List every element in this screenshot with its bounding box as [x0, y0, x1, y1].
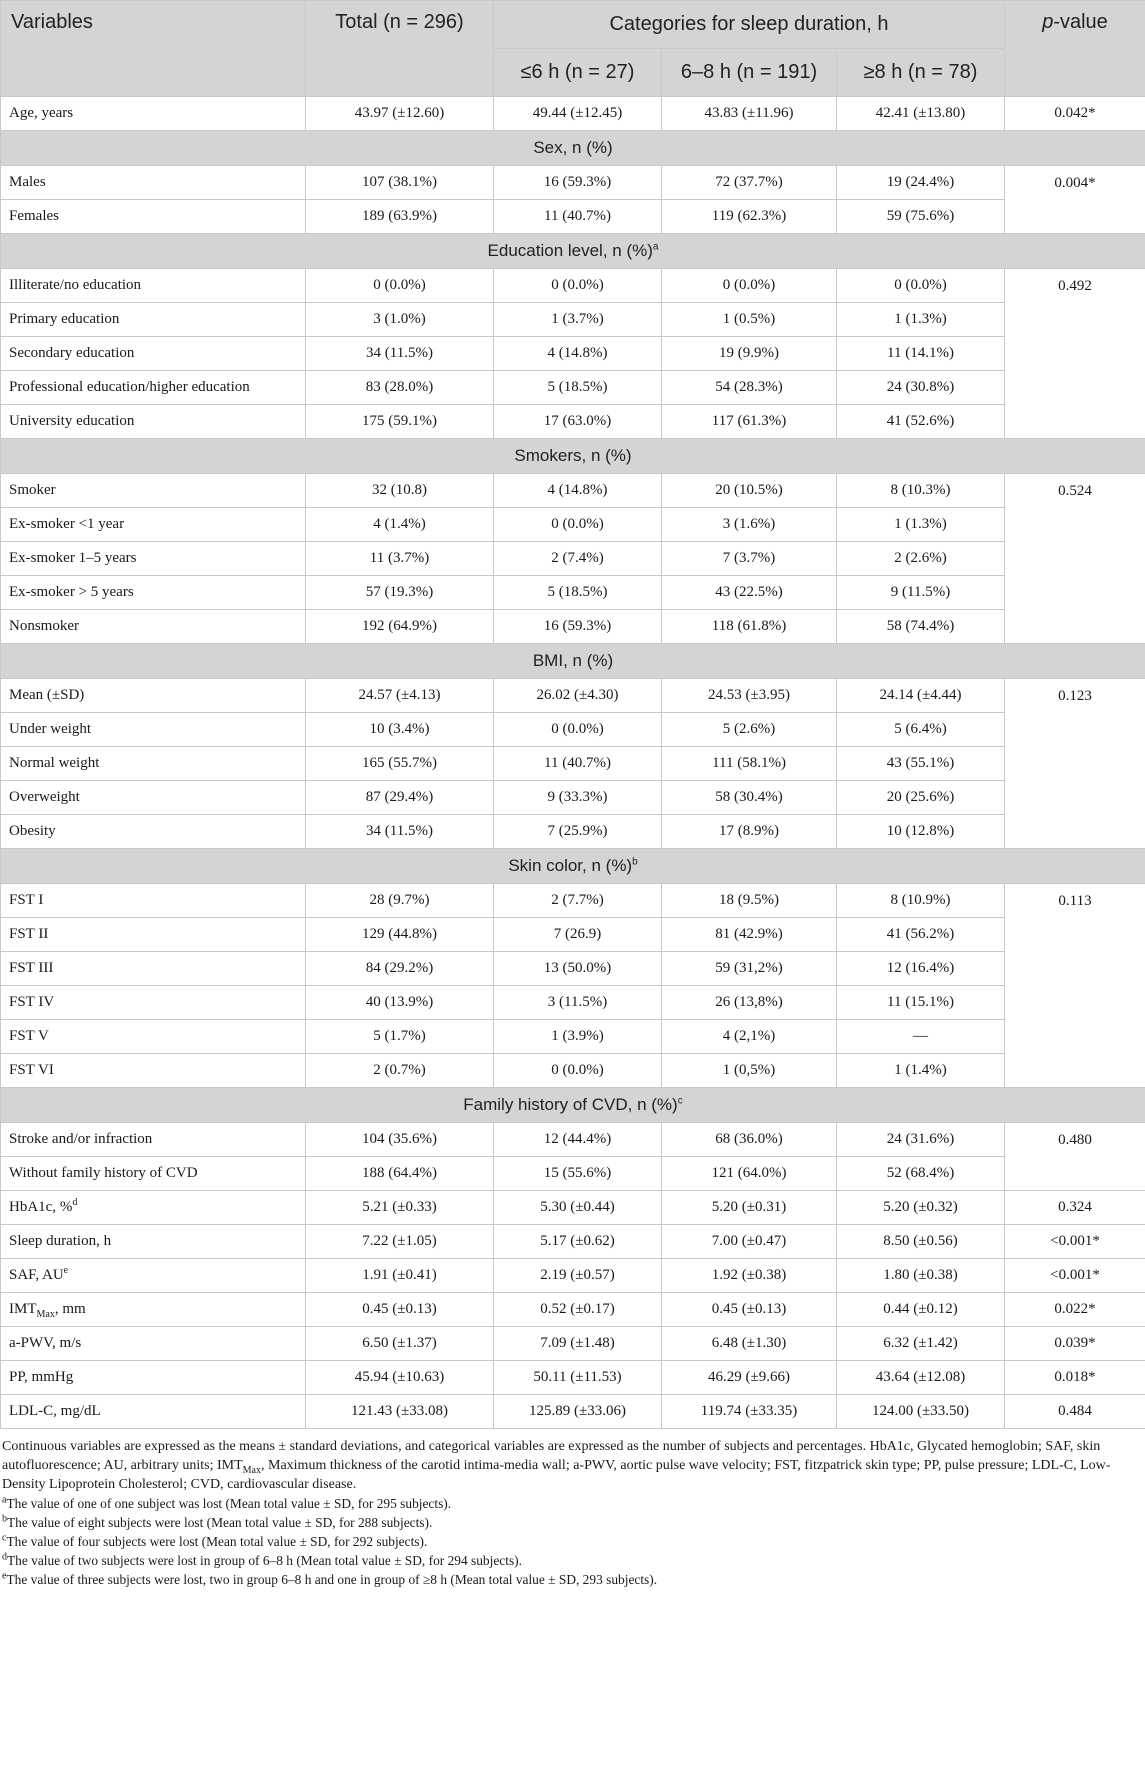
- cell-ge8: 20 (25.6%): [837, 781, 1005, 815]
- row-stroke: [1, 1123, 1145, 1157]
- cell-total: 0 (0.0%): [306, 269, 494, 303]
- header-ge8: ≥8 h (n = 78): [837, 49, 1005, 97]
- cell-ge8: 8 (10.9%): [837, 884, 1005, 918]
- cell-le6: 50.11 (±11.53): [494, 1361, 662, 1395]
- footnote-mark: a: [652, 241, 659, 253]
- cell-p-value: <0.001*: [1005, 1259, 1145, 1293]
- cell-ge8: 1 (1.4%): [837, 1054, 1005, 1088]
- table-body: [1, 97, 1145, 1429]
- row-label-text: HbA1c, %: [9, 1199, 73, 1215]
- header-6to8: 6–8 h (n = 191): [662, 49, 837, 97]
- header-p-italic: p: [1042, 11, 1054, 33]
- section-title: Smokers, n (%): [1, 439, 1145, 474]
- row-label: Mean (±SD): [1, 679, 306, 713]
- cell-ge8: 1 (1.3%): [837, 303, 1005, 337]
- header-variables: Variables: [1, 1, 306, 97]
- row-label: Professional education/higher education: [1, 371, 306, 405]
- cell-total: 87 (29.4%): [306, 781, 494, 815]
- cell-p-value: 0.022*: [1005, 1293, 1145, 1327]
- footnote-mark: b: [632, 856, 638, 868]
- row-label: [1, 1259, 306, 1293]
- row-label: Normal weight: [1, 747, 306, 781]
- footnote-c: [2, 1532, 1141, 1551]
- cell-ge8: 0 (0.0%): [837, 269, 1005, 303]
- cell-6to8: 6.48 (±1.30): [662, 1327, 837, 1361]
- footnote-d: [2, 1551, 1141, 1570]
- cell-le6: 2 (7.7%): [494, 884, 662, 918]
- row-fst-2: [1, 918, 1145, 952]
- cell-total: 24.57 (±4.13): [306, 679, 494, 713]
- row-label: Sleep duration, h: [1, 1225, 306, 1259]
- cell-6to8: 0 (0.0%): [662, 269, 837, 303]
- row-label: FST IV: [1, 986, 306, 1020]
- cell-ge8: 24.14 (±4.44): [837, 679, 1005, 713]
- row-males: [1, 166, 1145, 200]
- section-skin-color: [1, 849, 1145, 884]
- cell-le6: 0 (0.0%): [494, 713, 662, 747]
- cell-ge8: 1 (1.3%): [837, 508, 1005, 542]
- row-professional: [1, 371, 1145, 405]
- cell-le6: 0 (0.0%): [494, 1054, 662, 1088]
- cell-6to8: 24.53 (±3.95): [662, 679, 837, 713]
- row-smoker: [1, 474, 1145, 508]
- cell-le6: 5 (18.5%): [494, 576, 662, 610]
- row-without-cvd: [1, 1157, 1145, 1191]
- footnote-text: The value of four subjects were lost (Mean total value ± SD, for 292 subjects).: [6, 1534, 428, 1549]
- cell-ge8: 24 (30.8%): [837, 371, 1005, 405]
- cell-p-value: 0.324: [1005, 1191, 1145, 1225]
- cell-ge8: 5 (6.4%): [837, 713, 1005, 747]
- cell-6to8: 7.00 (±0.47): [662, 1225, 837, 1259]
- cell-le6: 11 (40.7%): [494, 200, 662, 234]
- row-label: University education: [1, 405, 306, 439]
- cell-6to8: 0.45 (±0.13): [662, 1293, 837, 1327]
- cell-total: 34 (11.5%): [306, 815, 494, 849]
- row-label: FST I: [1, 884, 306, 918]
- row-saf: [1, 1259, 1145, 1293]
- cell-le6: 0 (0.0%): [494, 269, 662, 303]
- row-bmi-mean: [1, 679, 1145, 713]
- cell-6to8: 4 (2,1%): [662, 1020, 837, 1054]
- footnote-a: [2, 1494, 1141, 1513]
- row-obesity: [1, 815, 1145, 849]
- cell-ge8: 58 (74.4%): [837, 610, 1005, 644]
- cell-total: 11 (3.7%): [306, 542, 494, 576]
- cell-le6: 13 (50.0%): [494, 952, 662, 986]
- footnote-text: The value of one of one subject was lost (Mean total value ± SD, for 295 subjects).: [6, 1496, 452, 1511]
- cell-ge8: 43 (55.1%): [837, 747, 1005, 781]
- row-label: Stroke and/or infraction: [1, 1123, 306, 1157]
- cell-total: 129 (44.8%): [306, 918, 494, 952]
- row-fst-6: [1, 1054, 1145, 1088]
- cell-ge8: 124.00 (±33.50): [837, 1395, 1005, 1429]
- cell-total: 192 (64.9%): [306, 610, 494, 644]
- row-ldl-c: [1, 1395, 1145, 1429]
- subscript: Max: [36, 1309, 55, 1320]
- footnote-b: [2, 1513, 1141, 1532]
- row-label: Nonsmoker: [1, 610, 306, 644]
- section-sex: [1, 131, 1145, 166]
- row-label: Ex-smoker <1 year: [1, 508, 306, 542]
- cell-p-value: 0.123: [1005, 679, 1145, 849]
- cell-6to8: 54 (28.3%): [662, 371, 837, 405]
- cell-ge8: 2 (2.6%): [837, 542, 1005, 576]
- cell-le6: 125.89 (±33.06): [494, 1395, 662, 1429]
- row-label: a-PWV, m/s: [1, 1327, 306, 1361]
- footnote-mark: b: [2, 1513, 7, 1525]
- cell-6to8: 43 (22.5%): [662, 576, 837, 610]
- section-title-text: Skin color, n (%): [508, 856, 633, 875]
- row-label: [1, 1191, 306, 1225]
- cell-6to8: 119.74 (±33.35): [662, 1395, 837, 1429]
- cell-6to8: 3 (1.6%): [662, 508, 837, 542]
- cell-total: 188 (64.4%): [306, 1157, 494, 1191]
- row-fst-4: [1, 986, 1145, 1020]
- cell-total: 10 (3.4%): [306, 713, 494, 747]
- cell-6to8: 117 (61.3%): [662, 405, 837, 439]
- footnote-mark: d: [72, 1197, 78, 1208]
- cell-6to8: 26 (13,8%): [662, 986, 837, 1020]
- cell-total: 7.22 (±1.05): [306, 1225, 494, 1259]
- cell-ge8: 8.50 (±0.56): [837, 1225, 1005, 1259]
- cell-6to8: 17 (8.9%): [662, 815, 837, 849]
- cell-le6: 12 (44.4%): [494, 1123, 662, 1157]
- row-label: Obesity: [1, 815, 306, 849]
- cell-6to8: 119 (62.3%): [662, 200, 837, 234]
- cell-ge8: 41 (52.6%): [837, 405, 1005, 439]
- cell-le6: 3 (11.5%): [494, 986, 662, 1020]
- cell-total: 43.97 (±12.60): [306, 97, 494, 131]
- cell-le6: 4 (14.8%): [494, 474, 662, 508]
- footnote-mark: d: [2, 1551, 7, 1563]
- cell-6to8: 1.92 (±0.38): [662, 1259, 837, 1293]
- row-underweight: [1, 713, 1145, 747]
- cell-total: 84 (29.2%): [306, 952, 494, 986]
- cell-le6: 15 (55.6%): [494, 1157, 662, 1191]
- section-title: [1, 234, 1145, 269]
- row-imt-max: [1, 1293, 1145, 1327]
- row-label: Males: [1, 166, 306, 200]
- cell-ge8: 12 (16.4%): [837, 952, 1005, 986]
- cell-p-value: 0.484: [1005, 1395, 1145, 1429]
- row-label: FST VI: [1, 1054, 306, 1088]
- row-sleep-duration: [1, 1225, 1145, 1259]
- cell-total: 5 (1.7%): [306, 1020, 494, 1054]
- cell-6to8: 81 (42.9%): [662, 918, 837, 952]
- cell-6to8: 68 (36.0%): [662, 1123, 837, 1157]
- cell-ge8: 10 (12.8%): [837, 815, 1005, 849]
- row-label-text: SAF, AU: [9, 1267, 64, 1283]
- cell-ge8: 9 (11.5%): [837, 576, 1005, 610]
- cell-6to8: 59 (31,2%): [662, 952, 837, 986]
- section-smokers: [1, 439, 1145, 474]
- section-title: [1, 1088, 1145, 1123]
- row-label-unit: , mm: [54, 1301, 86, 1317]
- footnote-mark: c: [2, 1532, 7, 1544]
- row-primary: [1, 303, 1145, 337]
- cell-ge8: 11 (15.1%): [837, 986, 1005, 1020]
- cell-total: 57 (19.3%): [306, 576, 494, 610]
- cell-ge8: 43.64 (±12.08): [837, 1361, 1005, 1395]
- section-title-text: Education level, n (%): [487, 241, 653, 260]
- note-text-a: Continuous variables are expressed as the means ± standard deviations, and categorical variables are expressed as the number of subjects and percentages. HbA1c, Glycated hemoglobin; SAF, skin autofluorescence; AU, arbitrary units; IMT: [2, 1439, 1101, 1473]
- cell-total: 189 (63.9%): [306, 200, 494, 234]
- cell-6to8: 1 (0,5%): [662, 1054, 837, 1088]
- cell-total: 1.91 (±0.41): [306, 1259, 494, 1293]
- footnote-e: [2, 1570, 1141, 1589]
- section-title: BMI, n (%): [1, 644, 1145, 679]
- row-label: Overweight: [1, 781, 306, 815]
- row-label: Secondary education: [1, 337, 306, 371]
- row-label: [1, 1293, 306, 1327]
- row-secondary: [1, 337, 1145, 371]
- cell-total: 0.45 (±0.13): [306, 1293, 494, 1327]
- row-pp: [1, 1361, 1145, 1395]
- cell-le6: 7.09 (±1.48): [494, 1327, 662, 1361]
- row-label: Under weight: [1, 713, 306, 747]
- cell-ge8: 41 (56.2%): [837, 918, 1005, 952]
- footnote-text: The value of two subjects were lost in group of 6–8 h (Mean total value ± SD, for 294 subjects).: [7, 1553, 522, 1568]
- cell-6to8: 5 (2.6%): [662, 713, 837, 747]
- cell-p-value: 0.039*: [1005, 1327, 1145, 1361]
- cell-total: 175 (59.1%): [306, 405, 494, 439]
- header-p-rest: -value: [1053, 11, 1108, 33]
- row-label: Ex-smoker 1–5 years: [1, 542, 306, 576]
- row-fst-1: [1, 884, 1145, 918]
- section-title: [1, 849, 1145, 884]
- row-ex-smoker-gt5: [1, 576, 1145, 610]
- cell-le6: 17 (63.0%): [494, 405, 662, 439]
- cell-total: 107 (38.1%): [306, 166, 494, 200]
- row-label: FST V: [1, 1020, 306, 1054]
- cell-total: 3 (1.0%): [306, 303, 494, 337]
- cell-p-value: 0.004*: [1005, 166, 1145, 234]
- row-label: Smoker: [1, 474, 306, 508]
- cell-p-value: 0.480: [1005, 1123, 1145, 1191]
- cell-6to8: 121 (64.0%): [662, 1157, 837, 1191]
- row-label: FST III: [1, 952, 306, 986]
- table-footnotes: [0, 1429, 1145, 1589]
- row-label: PP, mmHg: [1, 1361, 306, 1395]
- row-age: [1, 97, 1145, 131]
- cell-p-value: 0.018*: [1005, 1361, 1145, 1395]
- row-label: Without family history of CVD: [1, 1157, 306, 1191]
- cell-p-value: 0.113: [1005, 884, 1145, 1088]
- row-normal-weight: [1, 747, 1145, 781]
- cell-le6: 0 (0.0%): [494, 508, 662, 542]
- section-title: Sex, n (%): [1, 131, 1145, 166]
- cell-total: 104 (35.6%): [306, 1123, 494, 1157]
- table-header: [1, 1, 1145, 97]
- cell-total: 32 (10.8): [306, 474, 494, 508]
- cell-le6: 0.52 (±0.17): [494, 1293, 662, 1327]
- row-illiterate: [1, 269, 1145, 303]
- cell-6to8: 111 (58.1%): [662, 747, 837, 781]
- header-p-value: [1005, 1, 1145, 97]
- cell-le6: 9 (33.3%): [494, 781, 662, 815]
- subscript: Max: [242, 1464, 261, 1476]
- cell-ge8: 8 (10.3%): [837, 474, 1005, 508]
- cell-6to8: 46.29 (±9.66): [662, 1361, 837, 1395]
- row-overweight: [1, 781, 1145, 815]
- cell-total: 2 (0.7%): [306, 1054, 494, 1088]
- row-label: LDL-C, mg/dL: [1, 1395, 306, 1429]
- footnote-mark: e: [63, 1265, 69, 1276]
- cell-total: 45.94 (±10.63): [306, 1361, 494, 1395]
- cell-ge8: 24 (31.6%): [837, 1123, 1005, 1157]
- cell-le6: 11 (40.7%): [494, 747, 662, 781]
- cell-ge8: —: [837, 1020, 1005, 1054]
- header-categories: Categories for sleep duration, h: [494, 1, 1005, 49]
- row-ex-smoker-lt1: [1, 508, 1145, 542]
- row-fst-5: [1, 1020, 1145, 1054]
- cell-total: 6.50 (±1.37): [306, 1327, 494, 1361]
- cell-ge8: 5.20 (±0.32): [837, 1191, 1005, 1225]
- row-a-pwv: [1, 1327, 1145, 1361]
- row-label: Age, years: [1, 97, 306, 131]
- cell-le6: 5 (18.5%): [494, 371, 662, 405]
- cell-total: 83 (28.0%): [306, 371, 494, 405]
- cell-6to8: 5.20 (±0.31): [662, 1191, 837, 1225]
- cell-le6: 49.44 (±12.45): [494, 97, 662, 131]
- cell-6to8: 1 (0.5%): [662, 303, 837, 337]
- cell-6to8: 20 (10.5%): [662, 474, 837, 508]
- cell-p-value: <0.001*: [1005, 1225, 1145, 1259]
- footnote-mark: a: [2, 1494, 7, 1506]
- footnote-mark: e: [2, 1570, 7, 1582]
- cell-ge8: 0.44 (±0.12): [837, 1293, 1005, 1327]
- cell-6to8: 18 (9.5%): [662, 884, 837, 918]
- cell-total: 28 (9.7%): [306, 884, 494, 918]
- cell-le6: 2 (7.4%): [494, 542, 662, 576]
- cell-ge8: 6.32 (±1.42): [837, 1327, 1005, 1361]
- cell-p-value: 0.524: [1005, 474, 1145, 644]
- row-label: Illiterate/no education: [1, 269, 306, 303]
- cell-6to8: 72 (37.7%): [662, 166, 837, 200]
- cell-ge8: 42.41 (±13.80): [837, 97, 1005, 131]
- row-label: Primary education: [1, 303, 306, 337]
- cell-le6: 1 (3.9%): [494, 1020, 662, 1054]
- cell-ge8: 59 (75.6%): [837, 200, 1005, 234]
- cell-p-value: 0.492: [1005, 269, 1145, 439]
- cell-le6: 2.19 (±0.57): [494, 1259, 662, 1293]
- cell-total: 121.43 (±33.08): [306, 1395, 494, 1429]
- cell-ge8: 19 (24.4%): [837, 166, 1005, 200]
- cell-le6: 5.30 (±0.44): [494, 1191, 662, 1225]
- row-females: [1, 200, 1145, 234]
- cell-total: 40 (13.9%): [306, 986, 494, 1020]
- row-university: [1, 405, 1145, 439]
- cell-le6: 4 (14.8%): [494, 337, 662, 371]
- section-title-text: Family history of CVD, n (%): [463, 1095, 678, 1114]
- row-ex-smoker-1to5: [1, 542, 1145, 576]
- cell-total: 165 (55.7%): [306, 747, 494, 781]
- row-hba1c: [1, 1191, 1145, 1225]
- cell-ge8: 1.80 (±0.38): [837, 1259, 1005, 1293]
- cell-le6: 5.17 (±0.62): [494, 1225, 662, 1259]
- row-nonsmoker: [1, 610, 1145, 644]
- cell-le6: 7 (25.9%): [494, 815, 662, 849]
- section-family-history-cvd: [1, 1088, 1145, 1123]
- cell-p-value: 0.042*: [1005, 97, 1145, 131]
- cell-ge8: 11 (14.1%): [837, 337, 1005, 371]
- cell-ge8: 52 (68.4%): [837, 1157, 1005, 1191]
- header-total: Total (n = 296): [306, 1, 494, 97]
- row-fst-3: [1, 952, 1145, 986]
- note-text-b: , Maximum thickness of the carotid intima-media wall; a-PWV, aortic pulse wave velocity; FST, fitzpatrick skin type; PP, pulse pressure; LDL-C, Low-Density Lipoprotein Cholesterol; CVD, cardiovascular disease.: [2, 1458, 1111, 1492]
- footnote-mark: c: [677, 1095, 683, 1107]
- abbreviations-note: [2, 1437, 1141, 1494]
- cell-total: 34 (11.5%): [306, 337, 494, 371]
- cell-le6: 16 (59.3%): [494, 610, 662, 644]
- footnote-text: The value of eight subjects were lost (Mean total value ± SD, for 288 subjects).: [7, 1515, 433, 1530]
- cell-6to8: 118 (61.8%): [662, 610, 837, 644]
- cell-le6: 7 (26.9): [494, 918, 662, 952]
- cell-total: 5.21 (±0.33): [306, 1191, 494, 1225]
- section-education: [1, 234, 1145, 269]
- cell-6to8: 19 (9.9%): [662, 337, 837, 371]
- row-label: Ex-smoker > 5 years: [1, 576, 306, 610]
- cell-total: 4 (1.4%): [306, 508, 494, 542]
- section-bmi: [1, 644, 1145, 679]
- header-le6: ≤6 h (n = 27): [494, 49, 662, 97]
- row-label: FST II: [1, 918, 306, 952]
- cell-6to8: 58 (30.4%): [662, 781, 837, 815]
- cell-le6: 16 (59.3%): [494, 166, 662, 200]
- row-label-text: IMT: [9, 1301, 37, 1317]
- cell-6to8: 7 (3.7%): [662, 542, 837, 576]
- cell-le6: 1 (3.7%): [494, 303, 662, 337]
- cell-le6: 26.02 (±4.30): [494, 679, 662, 713]
- footnote-text: The value of three subjects were lost, two in group 6–8 h and one in group of ≥8 h (Mean total value ± SD, 293 subjects).: [6, 1572, 658, 1587]
- cell-6to8: 43.83 (±11.96): [662, 97, 837, 131]
- row-label: Females: [1, 200, 306, 234]
